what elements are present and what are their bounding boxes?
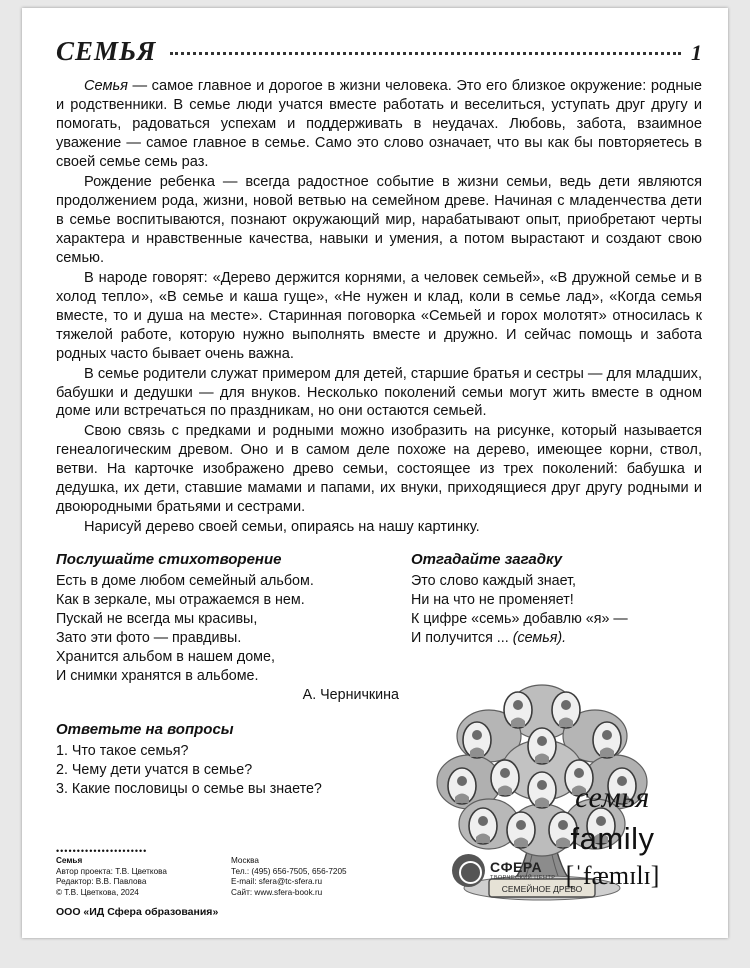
footer-email[interactable]: E-mail: sfera@tc-sfera.ru bbox=[231, 877, 323, 887]
riddle-line: К цифре «семь» добавлю «я» — bbox=[411, 611, 628, 628]
footer-dots: •••••••••••••••••••••• bbox=[56, 845, 148, 856]
logo-name: СФЕРА bbox=[490, 859, 543, 876]
page-title: СЕМЬЯ bbox=[56, 36, 157, 66]
footer-editor: Редактор: В.В. Павлова bbox=[56, 877, 147, 887]
document-page bbox=[22, 8, 728, 938]
riddle-line: Это слово каждый знает, bbox=[411, 573, 577, 590]
illustration-caption: СЕМЕЙНОЕ ДРЕВО bbox=[501, 884, 583, 895]
paragraph-1 bbox=[56, 77, 702, 172]
footer-imprint-column bbox=[56, 845, 231, 920]
footer-company: ООО «ИД Сфера образования» bbox=[56, 906, 219, 919]
questions-heading: Ответьте на вопросы bbox=[56, 721, 234, 739]
publisher-logo bbox=[452, 854, 555, 887]
paragraph-6: Нарисуй дерево своей семьи, опираясь на нашу картинку. bbox=[84, 519, 480, 536]
riddle-line-last bbox=[411, 629, 702, 648]
poem-heading: Послушайте стихотворение bbox=[56, 551, 282, 569]
word-russian: семья bbox=[575, 781, 650, 815]
page-header bbox=[56, 36, 702, 67]
paragraph-1-lead: Семья bbox=[84, 78, 128, 94]
logo-subtitle: ТВОРЧЕСКИЙ ЦЕНТР bbox=[490, 875, 556, 882]
poem-line: И снимки хранятся в альбоме. bbox=[56, 668, 259, 685]
poem-line: Зато эти фото — правдивы. bbox=[56, 630, 242, 647]
paragraph-3: В народе говорят: «Дерево держится корнями, а человек семьей», «В дружной семье и в холод тепло», «В семье и каша гуще», «Не нужен и клад, коли в семье лад», «Когда семья вместе, то и душа на месте». Старинная поговорка «Семьей и горох молотят» относилась к тяжелой работе, которую нужно выполнять вместе и дружно. И сейчас помощь и забота родных часто бывает очень важна. bbox=[56, 269, 702, 362]
page-number: 1 bbox=[691, 40, 702, 65]
paragraph-1-rest: — самое главное и дорогое в жизни человека. Это его близкое окружение: родные и родственники. В семье люди учатся вместе работать и веселиться, уступать друг другу и помогать, радоваться успехам и поддерживать в неудачах. Любовь, забота, взаимное уважение — самое главное в семье. Само это слово означает, что вы как бы повторяетесь в своей семье семь раз. bbox=[56, 78, 702, 170]
poem-author: А. Черничкина bbox=[302, 687, 399, 704]
poem-line: Хранится альбом в нашем доме, bbox=[56, 649, 275, 666]
page-footer bbox=[56, 845, 702, 920]
riddle-answer: (семья). bbox=[512, 630, 567, 647]
footer-site[interactable]: Сайт: www.sfera-book.ru bbox=[231, 888, 323, 898]
footer-contacts-column bbox=[231, 848, 446, 899]
word-transcription: [ˈfæmɪlɪ] bbox=[565, 861, 660, 891]
footer-city: Москва bbox=[231, 855, 259, 865]
logo-text-group bbox=[490, 859, 555, 881]
question-item: 1. Что такое семья? bbox=[56, 743, 189, 760]
footer-copyright: © Т.В. Цветкова, 2024 bbox=[56, 888, 139, 898]
questions-block bbox=[56, 721, 399, 799]
question-item: 3. Какие пословицы о семье вы знаете? bbox=[56, 781, 322, 798]
poem-line: Пускай не всегда мы красивы, bbox=[56, 611, 258, 628]
poem-line: Как в зеркале, мы отражаемся в нем. bbox=[56, 592, 305, 609]
footer-series: Семья bbox=[56, 855, 83, 865]
header-dot-leader bbox=[170, 52, 681, 55]
poem-line: Есть в доме любом семейный альбом. bbox=[56, 573, 314, 590]
question-item: 2. Чему дети учатся в семье? bbox=[56, 762, 253, 779]
riddle-line-text: И получится ... bbox=[411, 630, 509, 647]
sphere-icon bbox=[452, 854, 485, 887]
riddle-line: Ни на что не променяет! bbox=[411, 592, 574, 609]
riddle-heading: Отгадайте загадку bbox=[411, 551, 563, 569]
word-english: family bbox=[570, 821, 655, 857]
article-body bbox=[56, 77, 702, 537]
footer-project-author: Автор проекта: Т.В. Цветкова bbox=[56, 866, 167, 876]
footer-phone: Тел.: (495) 656-7505, 656-7205 bbox=[231, 866, 347, 876]
paragraph-2: Рождение ребенка — всегда радостное событие в жизни семьи, ведь дети являются продолжением рода, жизни, новой ветвью на семейном древе. Начиная с младенчества дети в семье воспитываются, познают окружающий мир, нарабатывают опыт, приобретают черты характера и нравственные качества, навыки и умения, а потом вырастают и создают свою семью. bbox=[56, 173, 702, 266]
paragraph-5: Свою связь с предками и родными можно изобразить на рисунке, который называется генеалогическим древом. Оно и в самом деле похоже на дерево, имеющее корни, ствол, ветви. На карточке изображено древо семьи, состоящее из трех поколений: бабушка и дедушка, их дети, ставшие мамами и папами, их внуки, приходящиеся друг другу родными и двоюродными братьями и сестрами. bbox=[56, 423, 702, 516]
paragraph-4: В семье родители служат примером для детей, старшие братья и сестры — для младших, бабушки и дедушки — для внуков. Несколько поколений семьи могут жить вместе в одном доме или встречаться по праздникам, но они остаются семьей. bbox=[56, 365, 702, 420]
